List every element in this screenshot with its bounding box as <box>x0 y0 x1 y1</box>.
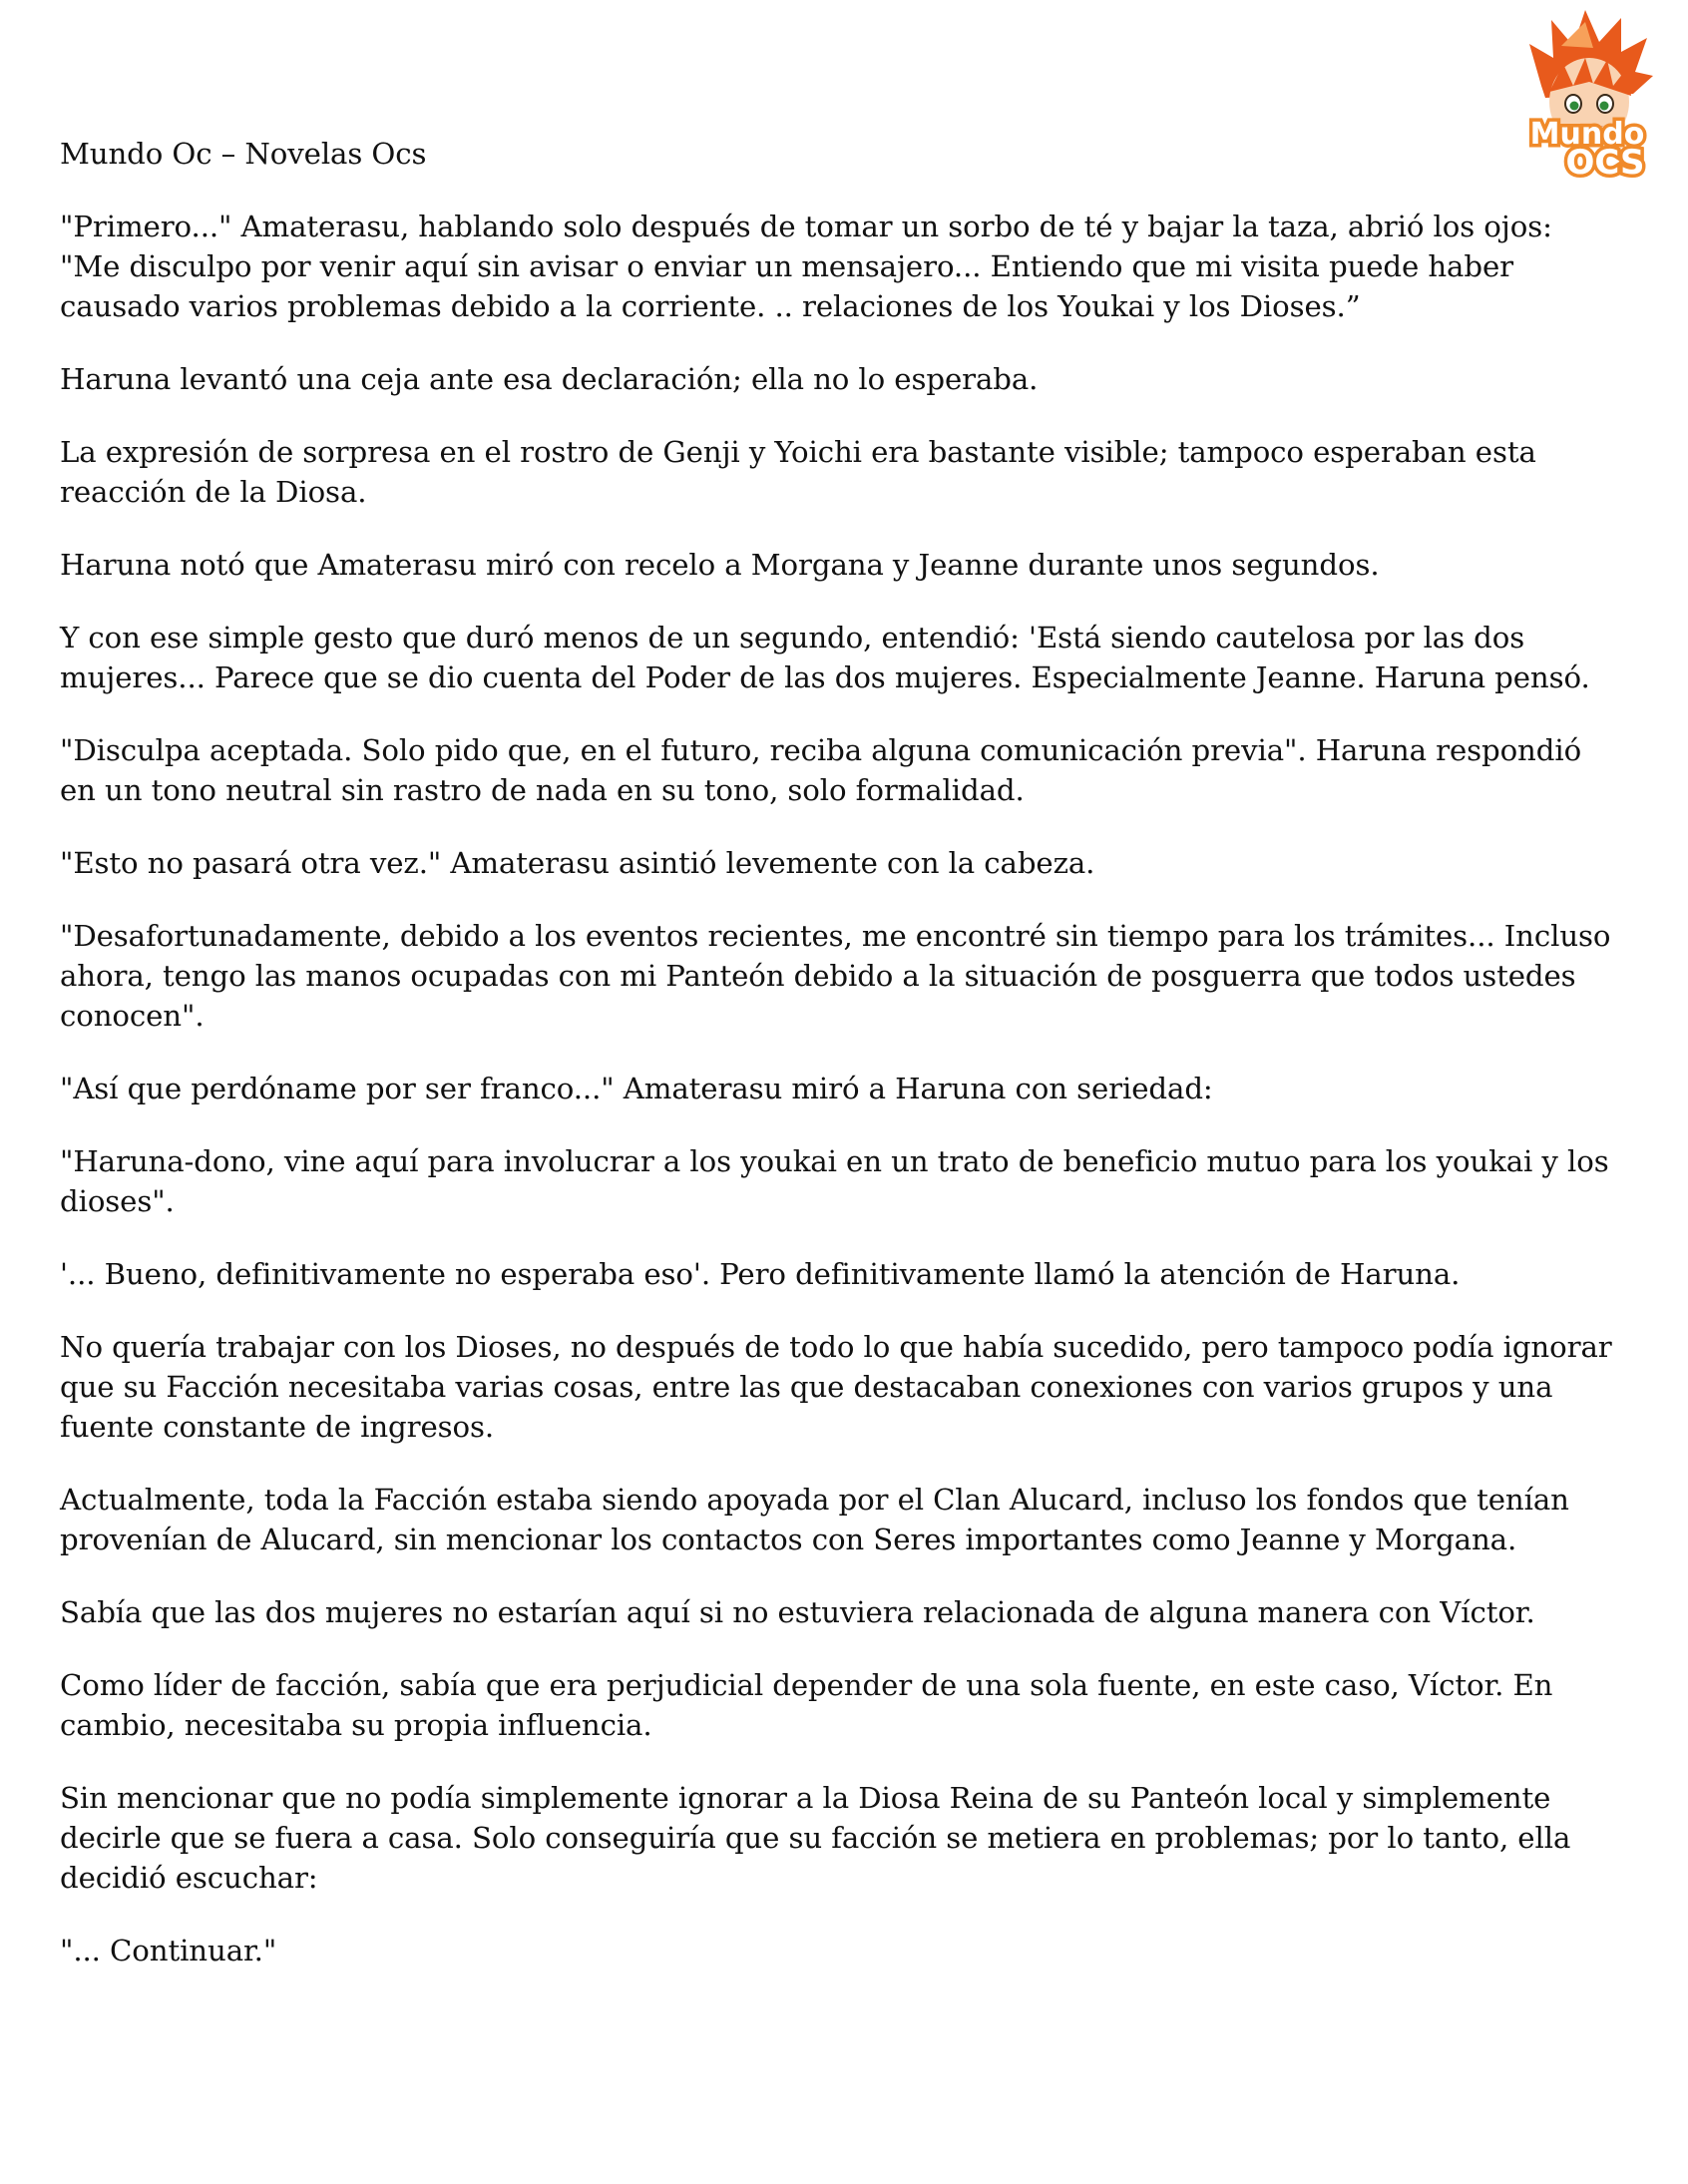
paragraph-12: No quería trabajar con los Dioses, no después de todo lo que había sucedido, pero tampoco podía ignorar que su Facción necesitaba varias cosas, entre las que destacaban conexiones con varios grupos y una fuente constante de ingresos. <box>60 1330 1612 1444</box>
paragraph-7: "Esto no pasará otra vez." Amaterasu asintió levemente con la cabeza. <box>60 846 1095 880</box>
svg-text:OCS: OCS <box>1565 143 1645 181</box>
paragraph-10: "Haruna-dono, vine aquí para involucrar a los youkai en un trato de beneficio mutuo para los youkai y los dioses". <box>60 1144 1609 1218</box>
paragraph-3: La expresión de sorpresa en el rostro de Genji y Yoichi era bastante visible; tampoco esperaban esta reacción de la Diosa. <box>60 435 1536 509</box>
paragraph-5: Y con ese simple gesto que duró menos de un segundo, entendió: 'Está siendo cautelosa por las dos mujeres... Parece que se dio cuenta del Poder de las dos mujeres. Especialmente Jeanne. Haruna pensó. <box>60 621 1590 694</box>
document-body <box>60 134 1616 2003</box>
paragraph-9: "Así que perdóname por ser franco..." Amaterasu miró a Haruna con seriedad: <box>60 1072 1213 1105</box>
paragraph-2: Haruna levantó una ceja ante esa declaración; ella no lo esperaba. <box>60 362 1039 396</box>
paragraph-8: "Desafortunadamente, debido a los eventos recientes, me encontré sin tiempo para los trámites... Incluso ahora, tengo las manos ocupadas con mi Panteón debido a la situación de posguerra que todos ustedes conocen". <box>60 919 1611 1033</box>
paragraph-14: Sabía que las dos mujeres no estarían aquí si no estuviera relacionada de alguna manera con Víctor. <box>60 1595 1535 1629</box>
paragraph-4: Haruna notó que Amaterasu miró con recelo a Morgana y Jeanne durante unos segundos. <box>60 548 1380 582</box>
paragraph-13: Actualmente, toda la Facción estaba siendo apoyada por el Clan Alucard, incluso los fondos que tenían provenían de Alucard, sin mencionar los contactos con Seres importantes como Jeanne y Morgana. <box>60 1483 1569 1556</box>
paragraph-11: '... Bueno, definitivamente no esperaba eso'. Pero definitivamente llamó la atención de Haruna. <box>60 1257 1461 1291</box>
paragraph-15: Como líder de facción, sabía que era perjudicial depender de una sola fuente, en este caso, Víctor. En cambio, necesitaba su propia influencia. <box>60 1668 1553 1742</box>
paragraph-6: "Disculpa aceptada. Solo pido que, en el futuro, reciba alguna comunicación previa". Haruna respondió en un tono neutral sin rastro de nada en su tono, solo formalidad. <box>60 733 1582 807</box>
svg-text:Mundo: Mundo <box>1529 117 1645 152</box>
paragraph-17: "... Continuar." <box>60 1934 277 1967</box>
paragraph-16: Sin mencionar que no podía simplemente ignorar a la Diosa Reina de su Panteón local y simplemente decirle que se fuera a casa. Solo conseguiría que su facción se metiera en problemas; por lo tanto, ella decidió escuchar: <box>60 1781 1571 1895</box>
page-header: Mundo Oc – Novelas Ocs <box>60 137 427 171</box>
paragraph-1: "Primero..." Amaterasu, hablando solo después de tomar un sorbo de té y bajar la taza, abrió los ojos: "Me disculpo por venir aquí sin avisar o enviar un mensajero... Entiendo que mi visita puede haber causado varios problemas debido a la corriente. .. relaciones de los Youkai y los Dioses.” <box>60 210 1552 323</box>
